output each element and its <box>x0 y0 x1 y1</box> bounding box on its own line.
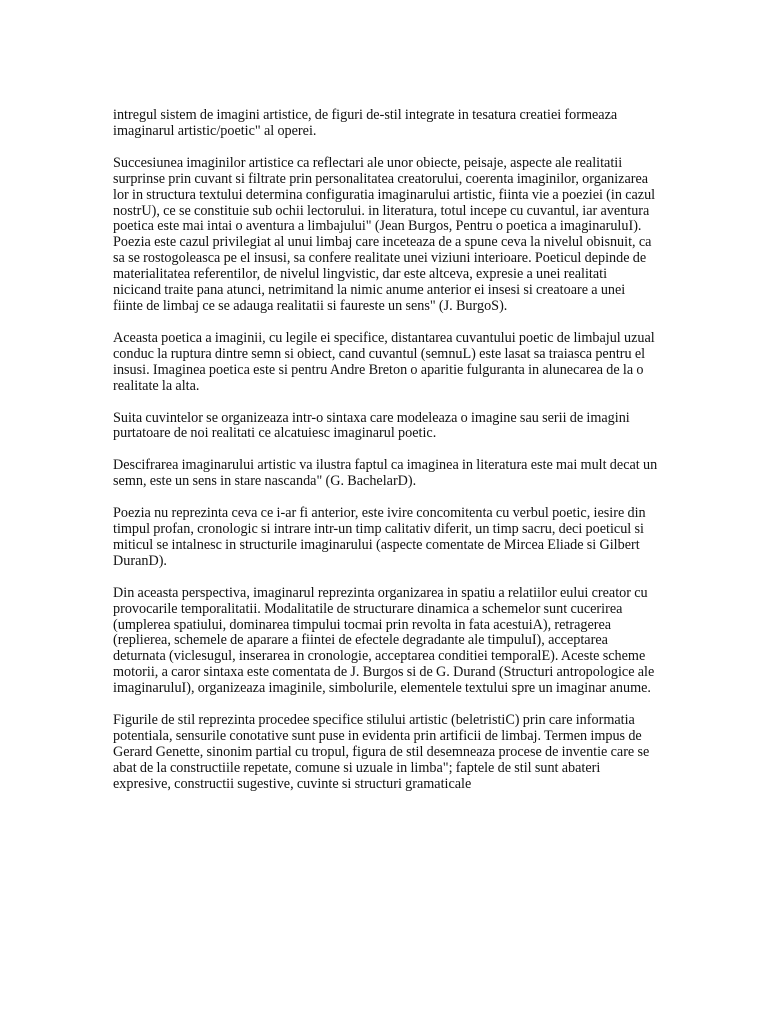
paragraph-8: Figurile de stil reprezinta procedee specifice stilului artistic (beletristiC) prin care informatia potentiala, sensurile conotative sunt puse in evidenta prin artificii de limbaj. Termen impus de Gerard Genette, sinonim partial cu tropul, figura de stil desemneaza procese de inventie care se abat de la constructiile repetate, comune si uzuale in limba"; faptele de stil sunt abateri expresive, constructii sugestive, cuvinte si structuri gramaticale <box>113 712 650 792</box>
paragraph-7: Din aceasta perspectiva, imaginarul reprezinta organizarea in spatiu a relatiilor eului creator cu provocarile temporalitatii. Modalitatile de structurare dinamica a schemelor sunt cucerirea (umplerea spatiului, dominarea timpului tocmai prin revolta in fata acestuiA), retragerea (replierea, schemele de aparare a fiintei de efectele degradante ale timpuluI), acceptarea deturnata (viclesugul, inserarea in cronologie, acceptarea conditiei temporalE). Aceste scheme motorii, a caror sintaxa este comentata de J. Burgos si de G. Durand (Structuri antropologice ale imaginaruluI), organizeaza imaginile, simbolurile, elementele textului spre un imaginar anume. <box>113 584 655 697</box>
paragraph-1: intregul sistem de imagini artistice, de figuri de-stil integrate in tesatura creatiei formeaza imaginarul artistic/poetic" al operei. <box>113 107 618 139</box>
paragraph-4: Suita cuvintelor se organizeaza intr-o sintaxa care modeleaza o imagine sau serii de imagini purtatoare de noi realitati ce alcatuiesc imaginarul poetic. <box>113 409 630 442</box>
paragraph-2: Succesiunea imaginilor artistice ca reflectari ale unor obiecte, peisaje, aspecte ale realitatii surprinse prin cuvant si filtrate prin personalitatea creatorului, coerenta imaginilor, organizarea lor in structura textului determina configuratia imaginarului artistic, fiinta vie a poeziei (in cazul nostrU), ce se constituie sub ochii lectorului. in literatura, totul incepe cu cuvantul, iar aventura poetica este mai intai o aventura a limbajului" (Jean Burgos, Pentru o poetica a imaginaruluI). Poezia este cazul privilegiat al unui limbaj care inceteaza de a spune ceva la nivelul obisnuit, ca sa se rostogoleasca pe el insusi, sa confere realitate unei viziuni interioare. Poeticul depinde de materialitatea referentilor, de nivelul lingvistic, dar este altceva, expresie a unei realitati nicicand traite pana atunci, netrimitand la nimic anume anterior ei insesi si creatoare a unei fiinte de limbaj ce se adauga realitatii si faureste un sens" (J. BurgoS). <box>113 154 656 314</box>
paragraph-3: Aceasta poetica a imaginii, cu legile ei specifice, distantarea cuvantului poetic de limbajul uzual conduc la ruptura dintre semn si obiect, cand cuvantul (semnuL) este lasat sa traiasca pentru el insusi. Imaginea poetica este si pentru Andre Breton o aparitie fulguranta in alunecarea de la o realitate la alta. <box>113 329 655 394</box>
paragraph-5: Descifrarea imaginarului artistic va ilustra faptul ca imaginea in literatura este mai mult decat un semn, este un sens in stare nascanda" (G. BachelarD). <box>113 457 658 490</box>
document-page <box>113 108 658 809</box>
paragraph-6: Poezia nu reprezinta ceva ce i-ar fi anterior, este ivire concomitenta cu verbul poetic, iesire din timpul profan, cronologic si intrare intr-un timp calitativ diferit, un timp sacru, deci poeticul si miticul se intalnesc in structurile imaginarului (aspecte comentate de Mircea Eliade si Gilbert DuranD). <box>113 505 646 569</box>
